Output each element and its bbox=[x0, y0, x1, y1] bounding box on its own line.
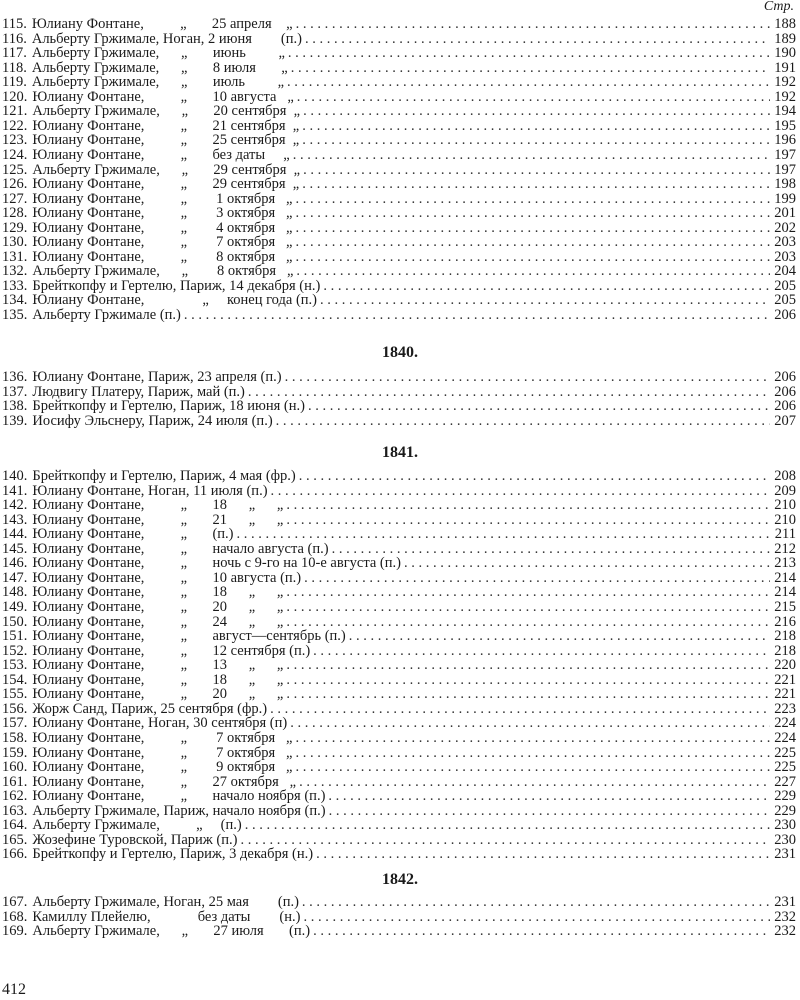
entry-number: 157. bbox=[2, 716, 28, 731]
dot-leader bbox=[346, 629, 770, 644]
entry-title: Юлиану Фонтане, „ 10 августа „ bbox=[32, 89, 294, 105]
contents-entry bbox=[2, 279, 796, 294]
entry-page-number: 192 bbox=[774, 75, 796, 90]
entry-title: Юлиану Фонтане, „ 7 октября „ bbox=[32, 235, 293, 250]
dot-leader bbox=[288, 61, 770, 76]
entry-title: Брейткопфу и Гертелю, Париж, 3 декабря (н.) bbox=[32, 847, 314, 862]
dot-leader bbox=[283, 615, 770, 630]
entry-number: 140. bbox=[2, 469, 28, 484]
dot-leader bbox=[299, 133, 770, 148]
contents-entry bbox=[2, 542, 796, 557]
entry-page-number: 224 bbox=[774, 716, 796, 731]
contents-entry bbox=[2, 818, 796, 833]
entry-title: Людвигу Платеру, Париж, май (п.) bbox=[32, 384, 245, 400]
entry-page-number: 210 bbox=[774, 498, 796, 513]
entry-page-number: 229 bbox=[774, 803, 796, 819]
entry-title: Камиллу Плейелю, без даты (н.) bbox=[32, 909, 301, 924]
contents-entry bbox=[2, 687, 796, 702]
entry-title: Юлиану Фонтане, „ 18 „ „ bbox=[32, 498, 284, 513]
entry-title: Юлиану Фонтане, „ 25 сентября „ bbox=[32, 133, 300, 148]
contents-entry bbox=[2, 585, 796, 600]
entry-page-number: 230 bbox=[774, 832, 796, 848]
dot-leader bbox=[283, 585, 770, 600]
dot-leader bbox=[267, 702, 770, 717]
entry-title: Юлиану Фонтане, „ 7 октября „ bbox=[32, 745, 293, 760]
contents-entry bbox=[2, 702, 796, 717]
entry-page-number: 197 bbox=[774, 148, 796, 163]
entry-number: 128. bbox=[2, 206, 28, 221]
contents-entry bbox=[2, 250, 796, 265]
dot-leader bbox=[401, 556, 770, 571]
contents-entry bbox=[2, 308, 796, 323]
dot-leader bbox=[242, 818, 770, 833]
entry-number: 154. bbox=[2, 672, 28, 688]
entry-page-number: 209 bbox=[774, 483, 796, 499]
dot-leader bbox=[299, 119, 770, 134]
dot-leader bbox=[301, 571, 770, 586]
entry-number: 120. bbox=[2, 89, 28, 105]
dot-leader bbox=[292, 250, 770, 265]
entry-page-number: 205 bbox=[774, 278, 796, 294]
dot-leader bbox=[310, 924, 770, 939]
entry-number: 144. bbox=[2, 527, 28, 542]
dot-leader bbox=[245, 385, 770, 400]
entry-title: Жорж Санд, Париж, 25 сентября (фр.) bbox=[32, 701, 268, 717]
dot-leader bbox=[283, 658, 770, 673]
entry-page-number: 206 bbox=[774, 308, 796, 323]
entry-number: 169. bbox=[2, 924, 28, 939]
contents-entry bbox=[2, 789, 796, 804]
entry-number: 142. bbox=[2, 498, 28, 513]
entry-title: Юлиану Фонтане, „ 4 октября „ bbox=[32, 220, 293, 236]
dot-leader bbox=[181, 308, 770, 323]
entry-number: 146. bbox=[2, 556, 28, 571]
contents-entry bbox=[2, 148, 796, 163]
entry-number: 122. bbox=[2, 118, 28, 134]
contents-entry bbox=[2, 731, 796, 746]
entry-page-number: 197 bbox=[774, 162, 796, 177]
contents-entry bbox=[2, 104, 796, 119]
entry-title: Юлиану Фонтане, „ 8 октября „ bbox=[32, 249, 293, 265]
entry-title: Альберту Гржимале, Ноган, 2 июня (п.) bbox=[31, 31, 302, 47]
entry-title: Юлиану Фонтане, „ 29 сентября „ bbox=[32, 177, 300, 192]
contents-entry bbox=[2, 644, 796, 659]
contents-entry bbox=[2, 571, 796, 586]
entry-title: Альберту Гржимале, „ июнь „ bbox=[31, 46, 285, 61]
entry-title: Альберту Гржимале, „ 8 июля „ bbox=[31, 60, 288, 76]
dot-leader bbox=[293, 264, 770, 279]
entry-title: Альберту Гржимале, „ 29 сентября „ bbox=[32, 162, 301, 177]
entry-number: 152. bbox=[2, 643, 28, 659]
entry-title: Юлиану Фонтане, Ноган, 11 июля (п.) bbox=[32, 483, 268, 499]
entry-number: 130. bbox=[2, 235, 28, 250]
contents-entry bbox=[2, 61, 796, 76]
entry-page-number: 203 bbox=[774, 235, 796, 250]
entry-number: 158. bbox=[2, 730, 28, 746]
entry-page-number: 230 bbox=[774, 818, 796, 833]
year-heading: 1841. bbox=[382, 444, 418, 461]
dot-leader bbox=[299, 177, 770, 192]
entry-number: 145. bbox=[2, 541, 28, 557]
entry-title: Юлиану Фонтане, „ 27 октября „ bbox=[32, 774, 297, 789]
dot-leader bbox=[292, 206, 770, 221]
contents-entry bbox=[2, 17, 796, 32]
dot-leader bbox=[293, 17, 770, 32]
entry-number: 129. bbox=[2, 220, 28, 236]
entry-page-number: 206 bbox=[774, 399, 796, 414]
entry-number: 150. bbox=[2, 614, 28, 629]
entry-number: 118. bbox=[2, 60, 27, 76]
entry-title: Юлиану Фонтане, „ без даты „ bbox=[32, 148, 290, 163]
dot-leader bbox=[326, 804, 770, 819]
contents-entry bbox=[2, 163, 796, 178]
dot-leader bbox=[329, 542, 770, 557]
contents-entry bbox=[2, 192, 796, 207]
entry-title: Юлиану Фонтане, „ 18 „ „ bbox=[32, 672, 284, 688]
entry-title: Иосифу Эльснеру, Париж, 24 июля (п.) bbox=[32, 413, 273, 429]
entry-number: 117. bbox=[2, 46, 27, 61]
entry-number: 165. bbox=[2, 832, 28, 848]
entry-number: 148. bbox=[2, 585, 28, 600]
contents-entry bbox=[2, 75, 796, 90]
entry-title: Юлиану Фонтане, „ ночь с 9-го на 10-е августа (п.) bbox=[32, 556, 401, 571]
entry-page-number: 229 bbox=[774, 789, 796, 804]
entry-page-number: 231 bbox=[774, 895, 796, 910]
contents-entry bbox=[2, 498, 796, 513]
entry-page-number: 221 bbox=[774, 672, 796, 688]
entry-page-number: 212 bbox=[774, 541, 796, 557]
entry-title: Юлиану Фонтане, „ 7 октября „ bbox=[32, 730, 293, 746]
dot-leader bbox=[290, 148, 770, 163]
entry-number: 162. bbox=[2, 789, 28, 804]
entry-title: Юлиану Фонтане, „ 1 октября „ bbox=[32, 191, 293, 207]
dot-leader bbox=[325, 789, 770, 804]
entry-number: 155. bbox=[2, 687, 28, 702]
contents-entry bbox=[2, 629, 796, 644]
year-heading: 1840. bbox=[382, 344, 418, 361]
entry-title: Брейткопфу и Гертелю, Париж, 14 декабря (н.) bbox=[32, 278, 321, 294]
entry-title: Альберту Гржимале, „ 27 июля (п.) bbox=[32, 924, 311, 939]
entry-number: 138. bbox=[2, 399, 28, 414]
entry-page-number: 214 bbox=[774, 570, 796, 586]
year-heading: 1842. bbox=[382, 871, 418, 888]
contents-entry bbox=[2, 399, 796, 414]
entry-page-number: 232 bbox=[774, 924, 796, 939]
dot-leader bbox=[234, 527, 771, 542]
entry-title: Альберту Гржимале, Париж, начало ноября (п.) bbox=[32, 803, 326, 819]
entry-title: Юлиану Фонтане, „ 10 августа (п.) bbox=[32, 570, 302, 586]
dot-leader bbox=[292, 731, 770, 746]
entry-page-number: 231 bbox=[774, 847, 796, 862]
contents-entry bbox=[2, 600, 796, 615]
dot-leader bbox=[302, 32, 770, 47]
contents-entry bbox=[2, 527, 796, 542]
contents-entry bbox=[2, 133, 796, 148]
entry-number: 168. bbox=[2, 909, 28, 924]
entry-title: Юлиану Фонтане, „ 21 сентября „ bbox=[32, 118, 300, 134]
entry-page-number: 203 bbox=[774, 249, 796, 265]
contents-entry bbox=[2, 385, 796, 400]
entry-number: 137. bbox=[2, 384, 28, 400]
entry-title: Альберту Гржимале, „ июль „ bbox=[31, 75, 285, 90]
dot-leader bbox=[292, 235, 770, 250]
dot-leader bbox=[284, 75, 770, 90]
entry-page-number: 227 bbox=[774, 774, 796, 789]
entry-title: Юлиану Фонтане, „ 24 „ „ bbox=[32, 614, 284, 629]
entry-number: 132. bbox=[2, 264, 28, 279]
entry-number: 131. bbox=[2, 249, 28, 265]
entry-page-number: 216 bbox=[774, 614, 796, 629]
contents-entry bbox=[2, 206, 796, 221]
entry-number: 135. bbox=[2, 308, 28, 323]
entry-title: Альберту Гржимале, „ (п.) bbox=[32, 818, 242, 833]
contents-entry bbox=[2, 716, 796, 731]
entry-title: Юлиану Фонтане, „ 9 октября „ bbox=[32, 760, 293, 775]
entry-page-number: 190 bbox=[774, 46, 796, 61]
dot-leader bbox=[292, 192, 770, 207]
contents-entry bbox=[2, 833, 796, 848]
entry-title: Альберту Гржимале (п.) bbox=[32, 308, 181, 323]
entry-number: 143. bbox=[2, 512, 28, 528]
entry-title: Юлиану Фонтане, „ 3 октября „ bbox=[32, 206, 293, 221]
entry-page-number: 211 bbox=[774, 527, 796, 542]
dot-leader bbox=[292, 760, 770, 775]
dot-leader bbox=[282, 370, 770, 385]
entry-number: 125. bbox=[2, 162, 28, 177]
contents-entry bbox=[2, 414, 796, 429]
contents-entry bbox=[2, 775, 796, 790]
entry-number: 141. bbox=[2, 483, 28, 499]
page-number: 412 bbox=[2, 981, 26, 998]
dot-leader bbox=[287, 716, 770, 731]
entry-title: Юлиану Фонтане, „ 13 „ „ bbox=[32, 658, 284, 673]
entry-number: 134. bbox=[2, 293, 28, 308]
entry-number: 163. bbox=[2, 803, 28, 819]
contents-entry bbox=[2, 177, 796, 192]
contents-entry bbox=[2, 615, 796, 630]
entry-number: 160. bbox=[2, 760, 28, 775]
entry-page-number: 194 bbox=[774, 104, 796, 119]
entry-page-number: 196 bbox=[774, 133, 796, 148]
entry-page-number: 232 bbox=[774, 909, 796, 924]
entry-number: 159. bbox=[2, 745, 28, 760]
entry-page-number: 218 bbox=[774, 643, 796, 659]
contents-entry bbox=[2, 221, 796, 236]
entry-title: Альберту Гржимале, „ 20 сентября „ bbox=[32, 104, 301, 119]
entry-page-number: 223 bbox=[774, 701, 796, 717]
dot-leader bbox=[317, 293, 770, 308]
entry-page-number: 204 bbox=[774, 264, 796, 279]
entry-page-number: 218 bbox=[774, 629, 796, 644]
dot-leader bbox=[268, 484, 770, 499]
entry-number: 167. bbox=[2, 895, 28, 910]
dot-leader bbox=[296, 775, 770, 790]
entry-number: 147. bbox=[2, 570, 28, 586]
entry-number: 156. bbox=[2, 701, 28, 717]
entry-number: 119. bbox=[2, 75, 27, 90]
entry-number: 166. bbox=[2, 847, 28, 862]
entry-number: 121. bbox=[2, 104, 28, 119]
entry-number: 126. bbox=[2, 177, 28, 192]
page-column-header: Стр. bbox=[763, 0, 794, 14]
entry-number: 123. bbox=[2, 133, 28, 148]
entry-title: Юлиану Фонтане, „ 20 „ „ bbox=[32, 600, 284, 615]
dot-leader bbox=[296, 469, 770, 484]
contents-entry bbox=[2, 235, 796, 250]
entry-page-number: 208 bbox=[774, 469, 796, 484]
entry-number: 136. bbox=[2, 370, 28, 385]
dot-leader bbox=[283, 498, 770, 513]
contents-entry bbox=[2, 895, 796, 910]
entry-page-number: 192 bbox=[774, 89, 796, 105]
dot-leader bbox=[300, 910, 770, 925]
dot-leader bbox=[285, 46, 770, 61]
entry-page-number: 205 bbox=[774, 293, 796, 308]
entry-page-number: 220 bbox=[774, 658, 796, 673]
contents-entry bbox=[2, 746, 796, 761]
dot-leader bbox=[313, 847, 770, 862]
contents-entry bbox=[2, 90, 796, 105]
entry-page-number: 189 bbox=[774, 31, 796, 47]
entry-title: Юлиану Фонтане, „ начало августа (п.) bbox=[32, 541, 329, 557]
entry-page-number: 214 bbox=[774, 585, 796, 600]
contents-entry bbox=[2, 370, 796, 385]
entry-number: 116. bbox=[2, 31, 27, 47]
dot-leader bbox=[292, 746, 770, 761]
entry-page-number: 224 bbox=[774, 730, 796, 746]
entry-page-number: 195 bbox=[774, 118, 796, 134]
entry-title: Юлиану Фонтане, „ 12 сентября (п.) bbox=[32, 643, 311, 659]
entry-number: 153. bbox=[2, 658, 28, 673]
dot-leader bbox=[237, 833, 770, 848]
entry-title: Альберту Гржимале, Ноган, 25 мая (п.) bbox=[32, 895, 299, 910]
dot-leader bbox=[283, 673, 770, 688]
entry-title: Брейткопфу и Гертелю, Париж, 18 июня (н.) bbox=[32, 399, 305, 414]
entry-number: 133. bbox=[2, 278, 28, 294]
entry-title: Юлиану Фонтане, „ 18 „ „ bbox=[32, 585, 284, 600]
dot-leader bbox=[320, 279, 770, 294]
contents-entry bbox=[2, 469, 796, 484]
entry-page-number: 207 bbox=[774, 413, 796, 429]
entry-number: 115. bbox=[2, 17, 27, 32]
entry-number: 124. bbox=[2, 148, 28, 163]
entry-page-number: 225 bbox=[774, 745, 796, 760]
entry-title: Юлиану Фонтане, „ август—сентябрь (п.) bbox=[32, 629, 346, 644]
entry-number: 164. bbox=[2, 818, 28, 833]
dot-leader bbox=[283, 687, 770, 702]
entry-title: Брейткопфу и Гертелю, Париж, 4 мая (фр.) bbox=[32, 469, 296, 484]
contents-entry bbox=[2, 484, 796, 499]
contents-entry bbox=[2, 673, 796, 688]
contents-entry bbox=[2, 556, 796, 571]
entry-number: 161. bbox=[2, 774, 28, 789]
dot-leader bbox=[294, 90, 770, 105]
entry-page-number: 188 bbox=[774, 17, 796, 32]
contents-entry bbox=[2, 46, 796, 61]
entry-title: Альберту Гржимале, „ 8 октября „ bbox=[32, 264, 294, 279]
entry-page-number: 225 bbox=[774, 760, 796, 775]
contents-entry bbox=[2, 760, 796, 775]
contents-entry bbox=[2, 32, 796, 47]
entry-title: Юлиану Фонтане, „ 25 апреля „ bbox=[31, 17, 293, 32]
entry-number: 139. bbox=[2, 413, 28, 429]
entry-page-number: 202 bbox=[774, 220, 796, 236]
entry-page-number: 210 bbox=[774, 512, 796, 528]
entry-title: Юлиану Фонтане, „ 21 „ „ bbox=[32, 512, 284, 528]
dot-leader bbox=[292, 221, 770, 236]
contents-entry bbox=[2, 804, 796, 819]
contents-entry bbox=[2, 293, 796, 308]
contents-entry bbox=[2, 264, 796, 279]
dot-leader bbox=[310, 644, 770, 659]
entry-title: Юлиану Фонтане, „ начало ноября (п.) bbox=[32, 789, 326, 804]
entry-title: Юлиану Фонтане, Ноган, 30 сентября (п) bbox=[32, 716, 288, 731]
entry-number: 127. bbox=[2, 191, 28, 207]
entry-page-number: 221 bbox=[774, 687, 796, 702]
dot-leader bbox=[283, 513, 770, 528]
entry-page-number: 199 bbox=[774, 191, 796, 207]
dot-leader bbox=[300, 163, 770, 178]
dot-leader bbox=[283, 600, 770, 615]
entry-number: 151. bbox=[2, 629, 28, 644]
contents-entry bbox=[2, 119, 796, 134]
entry-page-number: 206 bbox=[774, 384, 796, 400]
dot-leader bbox=[299, 895, 770, 910]
entry-page-number: 213 bbox=[774, 556, 796, 571]
contents-entry bbox=[2, 513, 796, 528]
dot-leader bbox=[273, 414, 770, 429]
entry-page-number: 191 bbox=[774, 60, 796, 76]
entry-title: Жозефине Туровской, Париж (п.) bbox=[32, 832, 238, 848]
entry-page-number: 206 bbox=[774, 370, 796, 385]
contents-entry bbox=[2, 910, 796, 925]
entry-title: Юлиану Фонтане, „ (п.) bbox=[32, 527, 234, 542]
dot-leader bbox=[305, 399, 770, 414]
contents-entry bbox=[2, 924, 796, 939]
entry-page-number: 215 bbox=[774, 600, 796, 615]
entry-page-number: 201 bbox=[774, 206, 796, 221]
contents-entry bbox=[2, 658, 796, 673]
contents-entry bbox=[2, 847, 796, 862]
entry-page-number: 198 bbox=[774, 177, 796, 192]
dot-leader bbox=[300, 104, 770, 119]
entry-title: Юлиану Фонтане, Париж, 23 апреля (п.) bbox=[32, 370, 282, 385]
entry-title: Юлиану Фонтане, „ 20 „ „ bbox=[32, 687, 284, 702]
entry-number: 149. bbox=[2, 600, 28, 615]
entry-title: Юлиану Фонтане, „ конец года (п.) bbox=[32, 293, 317, 308]
